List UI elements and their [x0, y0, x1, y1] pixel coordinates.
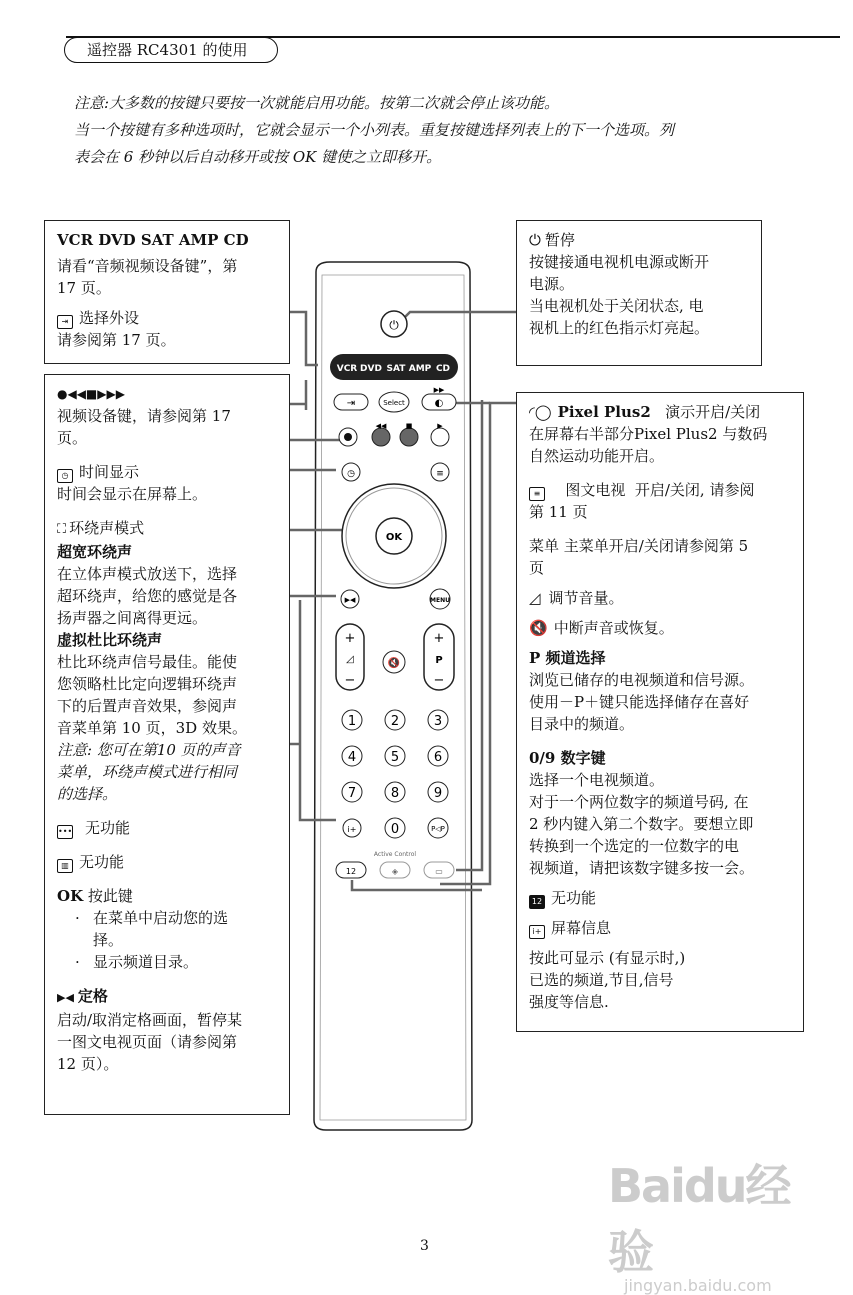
play-glyph: ▶ — [437, 422, 443, 430]
active-control-glyph: ◈ — [391, 867, 399, 876]
ok-label: OK — [385, 532, 403, 543]
dvd-button[interactable]: DVD — [360, 364, 382, 374]
digit-8-label: 8 — [390, 786, 400, 801]
sat-button[interactable]: SAT — [386, 364, 406, 374]
active-control-label: Active Control — [373, 851, 417, 858]
wide-surround-line-1: 在立体声模式放送下，选择 — [57, 565, 238, 583]
vcr-button[interactable]: VCR — [336, 364, 358, 374]
pixel-plus-line-2: 自然运动功能开启。 — [529, 447, 665, 465]
volume-minus-glyph: − — [344, 673, 356, 688]
program-line-2: 使用－P＋键只能选择储存在喜好 — [529, 693, 750, 711]
dual-screen-icon: 12 — [529, 895, 545, 909]
dual-screen-glyph: 12 — [345, 867, 357, 876]
pp-label: P◁P — [431, 825, 445, 833]
program-label: P — [435, 655, 443, 666]
teletext-text-2: 第 11 页 — [529, 503, 588, 521]
source-keys-title: VCR DVD SAT AMP CD — [57, 231, 249, 249]
program-line-3: 目录中的频道。 — [529, 715, 635, 733]
dolby-note-line-1: 注意: 您可在第10 页的声音 — [57, 741, 241, 759]
wide-surround-line-2: 超环绕声，给您的感觉是各 — [57, 587, 238, 605]
mute-glyph: 🔇 — [387, 658, 401, 669]
teletext-title: 图文电视 — [565, 481, 626, 499]
digit-0-label: 0 — [390, 822, 400, 837]
virtual-dolby-line-1: 杜比环绕声信号最佳。能使 — [57, 653, 238, 671]
digit-7-label: 7 — [347, 786, 357, 801]
standby-line-1: 按键接通电视机电源或断开 — [529, 253, 710, 271]
virtual-dolby-line-3: 下的后置声音效果，参阅声 — [57, 697, 238, 715]
program-plus-glyph: + — [433, 631, 445, 646]
book-icon: ▥ — [57, 859, 73, 873]
menu-line-2: 页 — [529, 559, 545, 577]
digit-2-label: 2 — [390, 714, 400, 729]
volume-icon: ◿ — [529, 589, 541, 607]
watermark — [608, 1150, 808, 1295]
ok-text: 按此键 — [87, 887, 133, 905]
menu-label: MENU — [430, 597, 450, 604]
dolby-note-line-3: 的选择。 — [57, 785, 118, 803]
info-icon: i+ — [529, 925, 545, 939]
surround-title: 环绕声模式 — [69, 519, 145, 537]
freeze-line-2: 一图文电视页面（请参阅第 — [57, 1033, 238, 1051]
video-keys-text-2: 页。 — [57, 429, 88, 447]
digit-line-4: 转换到一个选定的一位数字的电 — [529, 837, 740, 855]
digit-title: 0/9 数字键 — [529, 749, 606, 767]
freeze-title: 定格 — [77, 987, 108, 1005]
no-function-3: 无功能 — [551, 889, 597, 907]
wide-surround-title: 超宽环绕声 — [57, 543, 133, 561]
digit-line-3: 2 秒内键入第二个数字。要想立即 — [529, 815, 754, 833]
digit-6-label: 6 — [433, 750, 443, 765]
pixel-plus-glyph: ◐ — [434, 398, 444, 409]
source-select-glyph: ⇥ — [346, 398, 356, 409]
freeze-glyph: ▶◀ — [344, 596, 356, 604]
info-line-1: 按此可显示 (有显示时,) — [529, 949, 686, 967]
info-title: 屏幕信息 — [551, 919, 612, 937]
wide-surround-line-3: 扬声器之间离得更远。 — [57, 609, 208, 627]
freeze-line-3: 12 页）。 — [57, 1055, 119, 1073]
standby-line-3: 当电视机处于关闭状态, 电 — [529, 297, 704, 315]
menu-line-1: 菜单 主菜单开启/关闭请参阅第 5 — [529, 537, 749, 555]
stop-glyph: ■ — [405, 422, 413, 430]
source-keys-text-1: 请看“音频视频设备键”，第 — [57, 257, 238, 275]
power-glyph: ⏻ — [389, 318, 399, 332]
watermark-url: jingyan.baidu.com — [624, 1276, 772, 1295]
digit-line-2: 对于一个两位数字的频道号码, 在 — [529, 793, 749, 811]
digit-line-1: 选择一个电视频道。 — [529, 771, 665, 789]
teletext-glyph: ≡ — [436, 469, 444, 479]
teletext-text: 开启/关闭, 请参阅 — [634, 481, 755, 499]
record-glyph — [344, 433, 352, 441]
digit-line-5: 视频道，请把该数字键多按一会。 — [529, 859, 755, 877]
volume-text: 调节音量。 — [548, 589, 624, 607]
stop-button[interactable] — [400, 428, 418, 446]
source-select-text: 请参阅第 17 页。 — [57, 331, 176, 349]
rewind-glyph: ◀◀ — [375, 422, 387, 430]
time-text: 时间会显示在屏幕上。 — [57, 485, 208, 503]
ok-title: OK — [57, 887, 84, 905]
ok-bullet-2: · 显示频道目录。 — [57, 951, 279, 973]
note-line-3: 表会在 6 秒钟以后自动移开或按 OK 键使之立即移开。 — [74, 148, 442, 166]
program-line-1: 浏览已储存的电视频道和信号源。 — [529, 671, 755, 689]
play-button[interactable] — [431, 428, 449, 446]
volume-plus-glyph: + — [344, 631, 356, 646]
video-keys-text-1: 视频设备键，请参阅第 17 — [57, 407, 231, 425]
digit-9-label: 9 — [433, 786, 443, 801]
pixel-plus-title-2: 演示开启/关闭 — [665, 403, 761, 421]
source-select-title: 选择外设 — [79, 309, 140, 327]
pixel-plus-icon: ◜◯ — [529, 403, 552, 421]
digit-5-label: 5 — [390, 750, 400, 765]
watermark-brand: Baidu经验 — [608, 1159, 790, 1279]
volume-glyph: ◿ — [346, 654, 354, 665]
program-minus-glyph: − — [433, 673, 445, 688]
surround-icon: ⛶ — [57, 522, 67, 537]
source-select-icon: ⇥ — [57, 315, 73, 329]
note-line-2: 当一个按键有多种选项时，它就会显示一个小列表。重复按键选择列表上的下一个选项。列 — [74, 121, 675, 139]
page-number: 3 — [420, 1238, 429, 1254]
dolby-note-line-2: 菜单，环绕声模式进行相同 — [57, 763, 238, 781]
virtual-dolby-title: 虚拟杜比环绕声 — [57, 631, 163, 649]
digit-3-label: 3 — [433, 714, 443, 729]
clock-glyph: ◷ — [347, 469, 355, 479]
ok-bullet-1b: 择。 — [93, 931, 124, 949]
program-title: P 频道选择 — [529, 649, 606, 667]
note-line-1: 注意:大多数的按键只要按一次就能启用功能。按第二次就会停止该功能。 — [74, 94, 560, 112]
pixel-plus-title: Pixel Plus2 — [557, 403, 651, 421]
forward-glyph: ▶▶ — [433, 386, 445, 394]
power-icon: ⏻ — [529, 231, 541, 249]
picture-format-glyph: ▭ — [435, 867, 443, 876]
info-line-2: 已选的频道,节目,信号 — [529, 971, 674, 989]
mute-icon: 🔇 — [529, 619, 548, 637]
dots-icon: ••• — [57, 825, 73, 839]
time-title: 时间显示 — [79, 463, 140, 481]
clock-icon: ◷ — [57, 469, 73, 483]
rewind-button[interactable] — [372, 428, 390, 446]
amp-button[interactable]: AMP — [408, 364, 432, 374]
select-label: Select — [383, 399, 405, 407]
info-line-3: 强度等信息. — [529, 993, 609, 1011]
freeze-icon: ▶◀ — [57, 991, 74, 1004]
digit-4-label: 4 — [347, 750, 357, 765]
info-glyph: i+ — [347, 825, 357, 834]
pixel-plus-line-1: 在屏幕右半部分Pixel Plus2 与数码 — [529, 425, 768, 443]
virtual-dolby-line-2: 您领略杜比定向逻辑环绕声 — [57, 675, 238, 693]
page-title: 遥控器 RC4301 的使用 — [64, 37, 278, 63]
digit-1-label: 1 — [347, 714, 357, 729]
virtual-dolby-line-4: 音菜单第 10 页，3D 效果。 — [57, 719, 247, 737]
standby-line-4: 视机上的红色指示灯亮起。 — [529, 319, 710, 337]
standby-title: 暂停 — [544, 231, 575, 249]
cd-button[interactable]: CD — [435, 364, 451, 374]
freeze-line-1: 启动/取消定格画面，暂停某 — [57, 1011, 243, 1029]
teletext-icon: ≡ — [529, 487, 545, 501]
source-keys-text-2: 17 页。 — [57, 279, 111, 297]
ok-bullet-1a: · 在菜单中启动您的选 — [57, 907, 279, 929]
standby-line-2: 电源。 — [529, 275, 575, 293]
no-function-2: 无功能 — [79, 853, 125, 871]
video-keys-title: ●◀◀■▶▶▶ — [57, 387, 125, 401]
no-function-1: 无功能 — [85, 819, 131, 837]
mute-text: 中断声音或恢复。 — [553, 619, 674, 637]
